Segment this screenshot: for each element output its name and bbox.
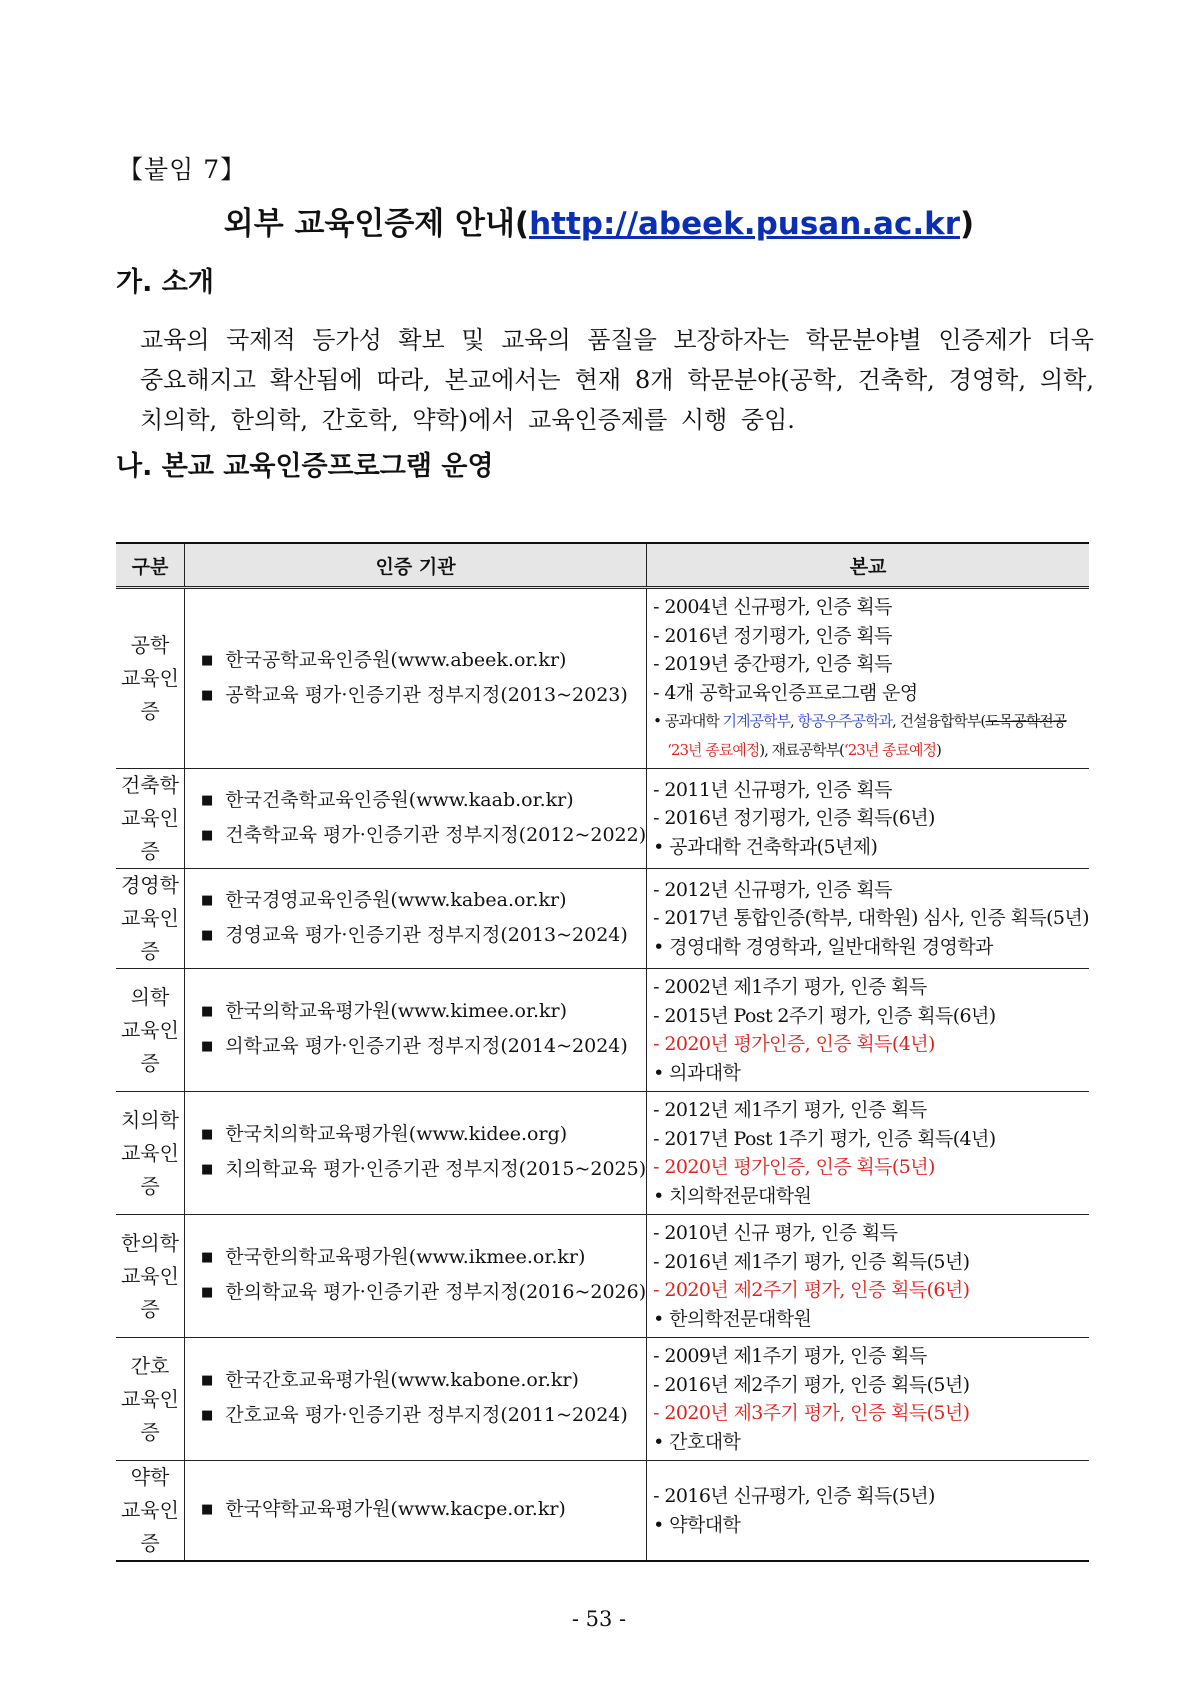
result-line: • 의과대학 (653, 1061, 741, 1084)
result-line: - 2015년 Post 2주기 평가, 인증 획득(6년) (653, 1004, 996, 1027)
program-sep: , (789, 712, 798, 730)
organization-item: ■ 치의학교육 평가·인증기관 정부지정(2015~2025) (193, 1153, 646, 1188)
page-title (0, 198, 1198, 243)
result-cell (647, 1215, 1089, 1338)
table-row (116, 1215, 1089, 1338)
category-cell (116, 1215, 184, 1338)
result-line: - 2016년 정기평가, 인증 획득(6년) (653, 807, 935, 830)
organization-item: ■ 한국한의학교육평가원(www.ikmee.or.kr) (193, 1241, 646, 1276)
result-line: • 치의학전문대학원 (653, 1184, 812, 1207)
result-cell (647, 1092, 1089, 1215)
result-line-highlight: - 2020년 평가인증, 인증 획득(5년) (653, 1156, 935, 1178)
certification-table (116, 542, 1089, 1562)
result-line: - 2016년 신규평가, 인증 획득(5년) (653, 1485, 935, 1507)
result-line: • 경영대학 경영학과, 일반대학원 경영학과 (653, 935, 993, 958)
result-line: - 2016년 제2주기 평가, 인증 획득(5년) (653, 1373, 970, 1396)
result-line-highlight: - 2020년 제3주기 평가, 인증 획득(5년) (653, 1402, 970, 1424)
result-cell (647, 769, 1089, 869)
program-aero: 항공우주공학과 (797, 712, 892, 730)
organization-item: ■ 경영교육 평가·인증기관 정부지정(2013~2024) (193, 919, 646, 954)
category-sub: 교육인증 (120, 1386, 179, 1444)
result-cell (647, 1338, 1089, 1461)
result-line: - 2004년 신규평가, 인증 획득 (653, 596, 892, 618)
result-cell (647, 588, 1089, 769)
section-a-heading: 가. 소개 (116, 267, 214, 298)
organization-item: ■ 공학교육 평가·인증기관 정부지정(2013~2023) (193, 679, 646, 714)
category-sub: 교육인증 (120, 1498, 179, 1555)
category-cell (116, 1461, 184, 1562)
table-row (116, 1092, 1089, 1215)
organization-item: ■ 간호교육 평가·인증기관 정부지정(2011~2024) (193, 1399, 646, 1434)
result-line: - 2012년 신규평가, 인증 획득 (653, 878, 892, 901)
result-line: - 4개 공학교육인증프로그램 운영 (653, 681, 918, 704)
organization-item: ■ 한국경영교육인증원(www.kabea.or.kr) (193, 884, 646, 919)
table-row (116, 1338, 1089, 1461)
category-sub: 교육인증 (120, 806, 179, 863)
header-our-school: 본교 (647, 543, 1089, 588)
program-end-note: ‘23년 종료예정 (667, 740, 760, 759)
program-list-line (653, 707, 1089, 736)
table-row (116, 769, 1089, 869)
category-name: 약학 (130, 1465, 170, 1489)
organization-cell (184, 1461, 646, 1562)
organization-item: ■ 한국치의학교육평가원(www.kidee.org) (193, 1118, 646, 1153)
category-name: 한의학 (120, 1230, 179, 1255)
program-mech: 기계공학부 (722, 712, 790, 730)
category-sub: 교육인증 (120, 1017, 179, 1075)
organization-cell (184, 1215, 646, 1338)
category-name: 경영학 (120, 873, 179, 897)
category-name: 의학 (130, 984, 170, 1009)
result-line: - 2016년 정기평가, 인증 획득 (653, 624, 892, 647)
section-a-body: 교육의 국제적 등가성 확보 및 교육의 품질을 보장하자는 학문분야별 인증제가 더욱 중요해지고 확산됨에 따라, 본교에서는 현재 8개 학문분야(공학, 건축학, 경영학, 의학, 치의학, 한의학, 간호학, 약학)에서 교육인증제를 시행 중임. (140, 326, 1094, 434)
result-line-highlight: - 2020년 제2주기 평가, 인증 획득(6년) (653, 1279, 970, 1301)
section-b-heading: 나. 본교 교육인증프로그램 운영 (116, 451, 494, 482)
category-sub: 교육인증 (120, 906, 179, 963)
table-row (116, 588, 1089, 769)
program-list-line (653, 736, 1089, 765)
program-close: ) (936, 740, 941, 759)
result-line: - 2002년 제1주기 평가, 인증 획득 (653, 976, 927, 998)
category-sub: 교육인증 (120, 666, 179, 723)
organization-cell (184, 1092, 646, 1215)
organization-item: ■ 한의학교육 평가·인증기관 정부지정(2016~2026) (193, 1276, 646, 1311)
category-name: 치의학 (120, 1107, 179, 1132)
result-line: - 2019년 중간평가, 인증 획득 (653, 653, 892, 675)
header-organization: 인증 기관 (184, 543, 646, 588)
category-cell (116, 1338, 184, 1461)
category-cell (116, 869, 184, 969)
table-header-row (116, 543, 1089, 588)
result-line: - 2012년 제1주기 평가, 인증 획득 (653, 1099, 927, 1121)
program-prefix: • 공과대학 (653, 712, 723, 730)
attachment-label: 【붙임 7】 (118, 155, 247, 184)
result-line-highlight: - 2020년 평가인증, 인증 획득(4년) (653, 1033, 935, 1055)
result-cell (647, 869, 1089, 969)
result-line: - 2017년 Post 1주기 평가, 인증 획득(4년) (653, 1127, 996, 1150)
organization-item: ■ 한국건축학교육인증원(www.kaab.or.kr) (193, 784, 646, 819)
category-sub: 교육인증 (120, 1263, 179, 1321)
category-cell (116, 969, 184, 1092)
result-line: - 2017년 통합인증(학부, 대학원) 심사, 인증 획득(5년) (653, 907, 1089, 930)
organization-item: ■ 한국약학교육평가원(www.kacpe.or.kr) (193, 1493, 646, 1528)
title-link[interactable]: http://abeek.pusan.ac.kr (529, 206, 961, 242)
page-number: - 53 - (571, 1607, 627, 1631)
organization-item: ■ 한국간호교육평가원(www.kabone.or.kr) (193, 1364, 646, 1399)
result-line: - 2010년 신규 평가, 인증 획득 (653, 1222, 898, 1244)
category-cell (116, 588, 184, 769)
title-text: 외부 교육인증제 안내( (223, 206, 530, 242)
result-line: • 간호대학 (653, 1430, 741, 1453)
table-row (116, 969, 1089, 1092)
title-close: ) (960, 206, 975, 242)
result-line: - 2016년 제1주기 평가, 인증 획득(5년) (653, 1250, 970, 1273)
result-cell (647, 969, 1089, 1092)
result-line: • 약학대학 (653, 1513, 741, 1536)
organization-cell (184, 588, 646, 769)
program-civil-major: 도목공학전공 (985, 712, 1067, 730)
organization-cell (184, 1338, 646, 1461)
program-materials: ), 재료공학부( (759, 740, 844, 759)
result-line: • 한의학전문대학원 (653, 1307, 812, 1330)
program-civil: , 건설융합학부( (891, 712, 986, 730)
organization-item: ■ 의학교육 평가·인증기관 정부지정(2014~2024) (193, 1030, 646, 1065)
result-line: - 2009년 제1주기 평가, 인증 획득 (653, 1345, 927, 1367)
category-sub: 교육인증 (120, 1140, 179, 1198)
category-name: 공학 (130, 633, 170, 657)
category-cell (116, 769, 184, 869)
organization-item: ■ 한국공학교육인증원(www.abeek.or.kr) (193, 644, 646, 679)
result-cell (647, 1461, 1089, 1562)
result-line: - 2011년 신규평가, 인증 획득 (653, 778, 892, 801)
category-name: 건축학 (120, 773, 179, 797)
table-row (116, 1461, 1089, 1562)
table-row (116, 869, 1089, 969)
header-category: 구분 (116, 543, 184, 588)
organization-cell (184, 969, 646, 1092)
organization-item: ■ 한국의학교육평가원(www.kimee.or.kr) (193, 995, 646, 1030)
program-end-note: ‘23년 종료예정 (843, 740, 936, 759)
organization-cell (184, 869, 646, 969)
organization-item: ■ 건축학교육 평가·인증기관 정부지정(2012~2022) (193, 819, 646, 854)
organization-cell (184, 769, 646, 869)
result-line: • 공과대학 건축학과(5년제) (653, 835, 878, 858)
category-cell (116, 1092, 184, 1215)
category-name: 간호 (130, 1353, 170, 1378)
